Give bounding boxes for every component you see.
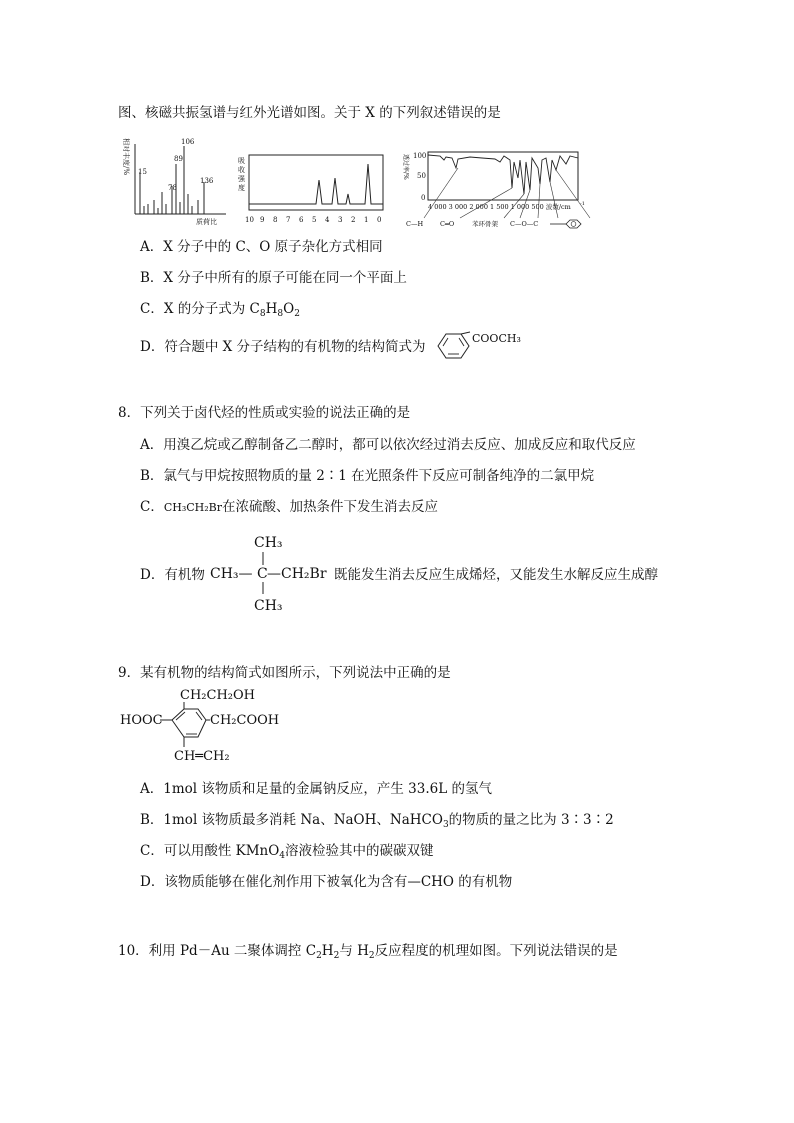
q9-benzene-structure <box>118 685 298 771</box>
q8-struct-top: CH₃ <box>254 535 283 551</box>
q8-option-c <box>140 498 438 517</box>
nmr-tick-2: 2 <box>351 216 356 224</box>
q7-intro: 图、核磁共振氢谱与红外光谱如图。关于 X 的下列叙述错误的是 <box>118 105 501 121</box>
q7-option-c-h: H <box>265 301 278 317</box>
q8-stem: 8．下列关于卤代烃的性质或实验的说法正确的是 <box>118 405 411 421</box>
q9-struct-right: CH₂COOH <box>210 713 280 728</box>
q9-option-b-rest: 的物质的量之比为 3∶3∶2 <box>448 812 614 828</box>
q8-struct-bottom: CH₃ <box>254 598 283 614</box>
q8-struct-right: —CH₂Br <box>267 566 327 582</box>
q9-option-c-prefix: C．可以用酸性 KMnO <box>140 843 280 859</box>
q9-stem: 9．某有机物的结构简式如图所示，下列说法中正确的是 <box>118 665 451 681</box>
ir-ylabel: 透过率/% <box>402 154 409 180</box>
q10-prefix: 10．利用 Pd－Au 二聚体调控 C <box>118 943 317 959</box>
q10-stem <box>118 942 618 965</box>
nmr-tick-8: 8 <box>273 216 278 224</box>
q10-mid: 与 H <box>339 943 369 959</box>
ms-peak-106: 106 <box>181 138 195 146</box>
q7-option-c-sub2: 8 <box>277 309 284 319</box>
q7-option-a: A．X 分子中的 C、O 原子杂化方式相同 <box>140 239 383 255</box>
ms-peak-78: 78 <box>168 184 177 192</box>
q10-h: H <box>321 943 334 959</box>
benzene-ring-structure <box>432 330 528 362</box>
nmr-tick-10: 10 <box>245 216 254 224</box>
q7-option-b: B．X 分子中所有的原子可能在同一个平面上 <box>140 270 407 286</box>
q9-option-a: A．1mol 该物质和足量的金属钠反应，产生 33.6L 的氢气 <box>140 781 492 797</box>
ms-xlabel: 质荷比 <box>196 218 217 226</box>
nmr-tick-3: 3 <box>338 216 343 224</box>
q9-struct-left: HOOC <box>120 713 163 728</box>
q9-option-b <box>140 811 614 834</box>
q8-struct-left: CH₃— <box>210 566 253 582</box>
q10-rest: 反应程度的机理如图。下列说法错误的是 <box>374 943 618 959</box>
nmr-ylabel-2: 收 <box>238 166 245 174</box>
q8-option-d-rest: 既能发生消去反应生成烯烃，又能发生水解反应生成醇 <box>334 567 658 583</box>
q8-option-c-formula: CH₃CH₂Br <box>163 501 223 514</box>
ms-peak-15: 15 <box>138 168 147 176</box>
nmr-tick-9: 9 <box>260 216 265 224</box>
q8-struct-center: C <box>257 566 268 582</box>
q9-option-c <box>140 842 434 865</box>
q7-option-c-o: O <box>283 301 295 317</box>
q10-sub2: 2 <box>333 951 340 961</box>
q9-option-c-rest: 溶液检验其中的碳碳双键 <box>285 843 434 859</box>
q9-struct-top: CH₂CH₂OH <box>180 688 255 703</box>
ir-bond-coc: C—O—C <box>510 220 539 228</box>
q10-sub1: 2 <box>316 951 322 961</box>
ms-peak-136: 136 <box>200 177 214 185</box>
q9-option-c-sub: 4 <box>279 851 286 861</box>
q10-sub3: 2 <box>368 951 375 961</box>
ir-spectrum-figure <box>400 148 612 230</box>
q9-option-b-prefix: B．1mol 该物质最多消耗 Na、NaOH、NaHCO <box>140 812 443 828</box>
q7-option-c-sub1: 8 <box>259 309 266 319</box>
q8-option-a: A．用溴乙烷或乙醇制备乙二醇时，都可以依次经过消去反应、加成反应和取代反应 <box>140 437 636 453</box>
nmr-ylabel-4: 度 <box>238 184 245 192</box>
ms-ylabel: 相对丰度/% <box>122 138 130 176</box>
ir-y-0: 0 <box>421 194 426 202</box>
q7-option-d-group: COOCH₃ <box>472 332 521 345</box>
ir-bond-ring: 苯环骨架 <box>472 220 498 228</box>
q8-option-d-prefix: D．有机物 <box>140 567 205 583</box>
ir-xticks: 4 000 3 000 2 000 1 500 1 000 500 波数/cm <box>428 203 571 211</box>
ms-peak-89: 89 <box>174 155 183 163</box>
q7-option-c <box>140 300 300 323</box>
mass-spectrum-figure <box>118 134 230 226</box>
q8-option-b: B．氯气与甲烷按照物质的量 2∶1 在光照条件下反应可制备纯净的二氯甲烷 <box>140 468 595 484</box>
ir-xunit-sup: -1 <box>580 201 585 207</box>
q7-option-c-prefix: C．X 的分子式为 C <box>140 301 260 317</box>
nmr-tick-4: 4 <box>325 216 330 224</box>
q8-option-c-rest: 在浓硫酸、加热条件下发生消去反应 <box>222 499 439 515</box>
ir-y-50: 50 <box>417 172 426 180</box>
nmr-tick-5: 5 <box>312 216 317 224</box>
nmr-tick-6: 6 <box>299 216 304 224</box>
q8-option-c-prefix: C． <box>140 499 164 515</box>
nmr-tick-7: 7 <box>286 216 291 224</box>
q9-option-b-sub: 3 <box>442 820 449 830</box>
nmr-spectrum-figure <box>236 152 386 226</box>
ir-bond-co: C═O <box>440 220 455 228</box>
nmr-ylabel-1: 吸 <box>238 157 245 165</box>
nmr-ylabel-3: 强 <box>238 175 245 183</box>
q9-struct-bottom: CH═CH₂ <box>174 749 230 764</box>
nmr-tick-1: 1 <box>364 216 369 224</box>
q7-option-d: D．符合题中 X 分子结构的有机物的结构简式为 <box>140 339 426 355</box>
q9-option-d: D．该物质能够在催化剂作用下被氧化为含有—CHO 的有机物 <box>140 874 513 890</box>
nmr-tick-0: 0 <box>377 216 382 224</box>
ir-bond-ch: C—H <box>406 220 424 228</box>
q7-option-c-sub3: 2 <box>294 309 300 319</box>
ir-y-100: 100 <box>413 152 427 160</box>
